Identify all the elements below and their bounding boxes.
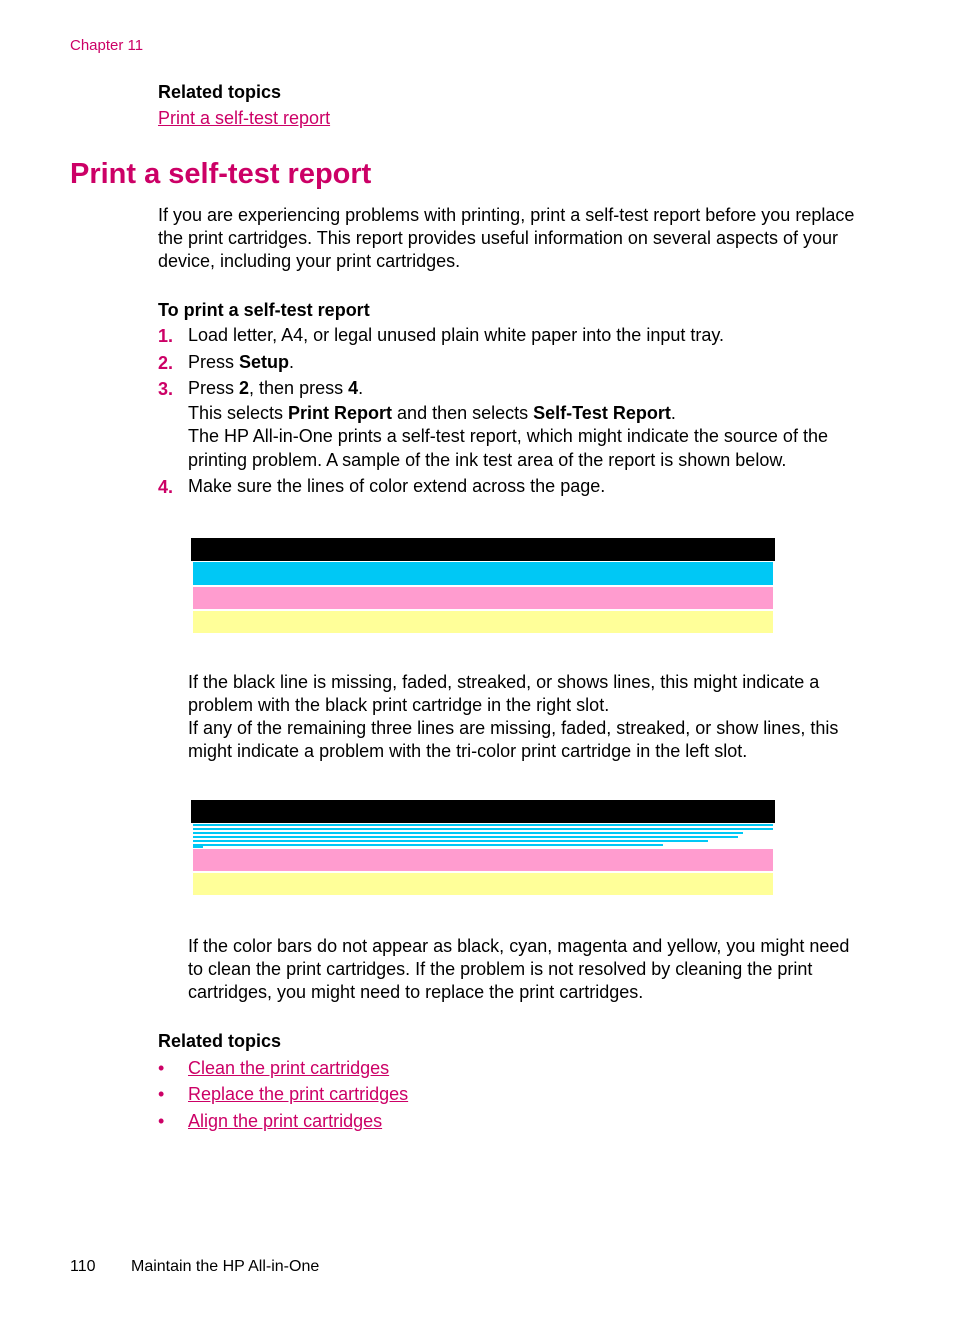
self-test-report-keyword: Self-Test Report: [533, 402, 671, 423]
step-text-part: and then selects: [392, 402, 534, 423]
intro-paragraph: [158, 204, 878, 273]
step-number: 3.: [158, 379, 174, 399]
ink-test-sample-streaked: [190, 799, 776, 899]
page-number: 110: [70, 1258, 96, 1275]
explanation-paragraph-2: [188, 935, 878, 1004]
bullet-icon: •: [158, 1111, 165, 1131]
related-topics-heading: Related topics: [158, 1031, 282, 1051]
step-text-part: .: [670, 402, 676, 423]
link-replace-print-cartridges[interactable]: Replace the print cartridges: [188, 1084, 409, 1104]
step-number: 4.: [158, 477, 174, 497]
step-text: Make sure the lines of color extend across the page.: [188, 476, 606, 496]
black-bar: [191, 800, 775, 823]
explanation-paragraph-1: [188, 671, 878, 763]
step-text-part: .: [358, 378, 364, 398]
streaked-cyan-bar: [190, 823, 776, 849]
explanation-line: If any of the remaining three lines are missing, faded, streaked, or show lines, this: [188, 718, 839, 738]
footer-title: Maintain the HP All-in-One: [131, 1258, 320, 1275]
intro-line: device, including your print cartridges.: [158, 251, 461, 271]
explanation-line: problem with the black print cartridge in the right slot.: [188, 695, 610, 715]
explanation-line: might indicate a problem with the tri-color print cartridge in the left slot.: [188, 741, 748, 761]
step-line: [188, 401, 878, 426]
explanation-line: If the black line is missing, faded, streaked, or shows lines, this might indicate a: [188, 672, 820, 692]
step-text-part: Press: [188, 378, 240, 398]
key-4: 4: [348, 378, 359, 398]
setup-keyword: Setup: [239, 352, 290, 372]
step-number: 2.: [158, 353, 174, 373]
step-line: [188, 376, 878, 401]
chapter-label: Chapter 11: [70, 37, 144, 54]
step-text-part: .: [289, 352, 295, 372]
step-text-part: , then press: [249, 378, 349, 398]
intro-line: If you are experiencing problems with printing, print a self-test report before you replace: [158, 205, 855, 225]
bullet-icon: •: [158, 1058, 165, 1078]
bullet-icon: •: [158, 1084, 165, 1104]
step-number: 1.: [158, 326, 174, 346]
explanation-line: to clean the print cartridges. If the problem is not resolved by cleaning the print: [188, 959, 813, 979]
ink-test-sample-good: [190, 537, 776, 635]
step-text: [188, 376, 878, 472]
explanation-line: cartridges, you might need to replace the print cartridges.: [188, 982, 644, 1002]
step-text-part: This selects: [188, 402, 289, 423]
step-text-part: Press: [188, 352, 240, 372]
key-2: 2: [239, 378, 250, 398]
link-clean-print-cartridges[interactable]: Clean the print cartridges: [188, 1058, 390, 1078]
link-align-print-cartridges[interactable]: Align the print cartridges: [188, 1111, 383, 1131]
yellow-bar: [193, 873, 773, 895]
step-line: printing problem. A sample of the ink test area of the report is shown below.: [188, 449, 787, 470]
yellow-bar: [193, 611, 773, 633]
print-report-keyword: Print Report: [288, 402, 393, 423]
step-line: The HP All-in-One prints a self-test report, which might indicate the source of the: [188, 426, 828, 446]
link-print-self-test-report[interactable]: Print a self-test report: [158, 108, 331, 128]
magenta-bar: [193, 849, 773, 871]
procedure-heading: To print a self-test report: [158, 300, 370, 320]
cyan-bar: [193, 562, 773, 585]
page-title: Print a self-test report: [70, 158, 372, 190]
magenta-bar: [193, 587, 773, 609]
intro-line: the print cartridges. This report provides useful information on several aspects of your: [158, 228, 839, 248]
related-topics-heading: Related topics: [158, 82, 282, 102]
step-text: [188, 350, 878, 375]
step-text: Load letter, A4, or legal unused plain white paper into the input tray.: [188, 325, 725, 345]
black-bar: [191, 538, 775, 561]
explanation-line: If the color bars do not appear as black, cyan, magenta and yellow, you might need: [188, 936, 850, 956]
